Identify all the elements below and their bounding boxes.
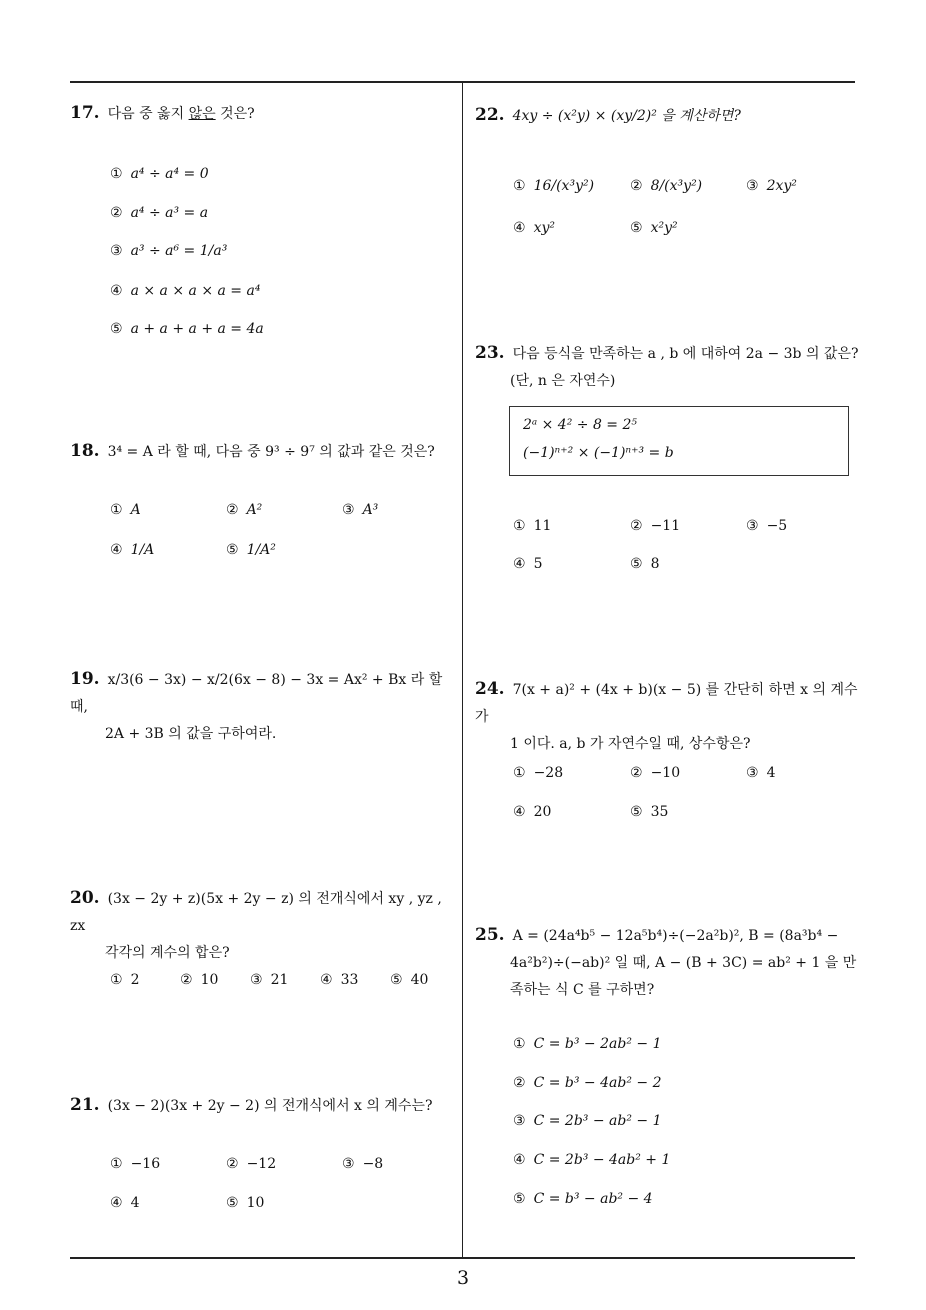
- option-mark: ③: [513, 1113, 526, 1129]
- option-text: −5: [766, 518, 788, 534]
- q23-option-3[interactable]: [746, 518, 787, 534]
- question-22: [475, 102, 741, 130]
- condition-line-1: 2ᵃ × 4² ÷ 8 = 2⁵: [523, 417, 638, 433]
- question-number: 25.: [475, 925, 505, 945]
- q20-option-5[interactable]: [390, 972, 428, 988]
- option-text: C = 2b³ − ab² − 1: [533, 1113, 662, 1129]
- q17-option-2[interactable]: [110, 205, 208, 221]
- option-mark: ④: [110, 542, 123, 558]
- q24-option-2[interactable]: [630, 765, 680, 781]
- question-stem-line: (단, n 은 자연수): [510, 373, 616, 389]
- option-mark: ①: [110, 166, 123, 182]
- option-text: C = b³ − 2ab² − 1: [533, 1036, 662, 1052]
- q18-option-3[interactable]: [342, 502, 378, 518]
- question-stem-line: 2A + 3B 의 값을 구하여라.: [105, 726, 277, 742]
- option-text: −8: [362, 1156, 384, 1172]
- option-text: 5: [533, 556, 543, 572]
- q21-option-4[interactable]: [110, 1195, 139, 1211]
- q20-option-3[interactable]: [250, 972, 288, 988]
- question-stem-line: 족하는 식 C 를 구하면?: [510, 982, 655, 998]
- question-23: [475, 340, 860, 395]
- question-21: [70, 1092, 432, 1120]
- q18-option-2[interactable]: [226, 502, 262, 518]
- question-stem: (3x − 2)(3x + 2y − 2) 의 전개식에서 x 의 계수는?: [107, 1098, 433, 1114]
- option-mark: ③: [342, 502, 355, 518]
- option-text: 2: [130, 972, 140, 988]
- q21-option-3[interactable]: [342, 1156, 383, 1172]
- option-text: −16: [130, 1156, 161, 1172]
- q23-option-1[interactable]: [513, 518, 551, 534]
- condition-line-2: (−1)ⁿ⁺² × (−1)ⁿ⁺³ = b: [523, 445, 674, 461]
- option-text: A²: [246, 502, 263, 518]
- question-number: 18.: [70, 441, 100, 461]
- option-mark: ④: [513, 220, 526, 236]
- option-text: a × a × a × a = a⁴: [130, 283, 261, 299]
- q22-option-2[interactable]: [630, 178, 702, 194]
- question-stem: [108, 106, 255, 122]
- option-mark: ①: [513, 1036, 526, 1052]
- question-24: [475, 676, 860, 758]
- q20-option-2[interactable]: [180, 972, 218, 988]
- question-17: [70, 100, 255, 128]
- option-mark: ④: [513, 1152, 526, 1168]
- option-mark: ⑤: [110, 321, 123, 337]
- option-mark: ④: [320, 972, 333, 988]
- q25-option-1[interactable]: [513, 1036, 661, 1052]
- question-number: 19.: [70, 669, 100, 689]
- option-mark: ④: [513, 556, 526, 572]
- option-mark: ②: [513, 1075, 526, 1091]
- q24-option-3[interactable]: [746, 765, 775, 781]
- option-mark: ②: [110, 205, 123, 221]
- option-text: 8: [650, 556, 660, 572]
- question-25: [475, 922, 860, 1004]
- question-stem-line: 4a²b²)÷(−ab)² 일 때, A − (B + 3C) = ab² + 1 을 만: [510, 955, 857, 971]
- option-text: A: [130, 502, 141, 518]
- question-number: 20.: [70, 888, 100, 908]
- q17-option-5[interactable]: [110, 321, 264, 337]
- option-mark: ⑤: [226, 542, 239, 558]
- option-mark: ③: [342, 1156, 355, 1172]
- option-text: 33: [340, 972, 359, 988]
- condition-box: [509, 406, 849, 476]
- q23-option-5[interactable]: [630, 556, 659, 572]
- option-mark: ③: [110, 243, 123, 259]
- question-stem-line: A = (24a⁴b⁵ − 12a⁵b⁴)÷(−2a²b)², B = (8a³b⁴ −: [512, 928, 839, 944]
- option-text: x²y²: [650, 220, 678, 236]
- question-number: 24.: [475, 679, 505, 699]
- option-mark: ②: [226, 502, 239, 518]
- question-stem: 4xy ÷ (x²y) × (xy/2)² 을 계산하면?: [512, 108, 741, 124]
- q17-option-4[interactable]: [110, 283, 260, 299]
- q25-option-2[interactable]: [513, 1075, 661, 1091]
- stem-text: 다음 중 옳지: [107, 106, 189, 122]
- option-text: 10: [246, 1195, 265, 1211]
- q18-option-1[interactable]: [110, 502, 141, 518]
- option-text: −11: [650, 518, 681, 534]
- option-text: −28: [533, 765, 564, 781]
- question-19: [70, 666, 458, 748]
- stem-underlined: 않은: [188, 106, 216, 122]
- option-mark: ④: [513, 804, 526, 820]
- option-text: xy²: [533, 220, 555, 236]
- option-text: 11: [533, 518, 552, 534]
- question-stem-line: 1 이다. a, b 가 자연수일 때, 상수항은?: [510, 736, 751, 752]
- q24-option-5[interactable]: [630, 804, 668, 820]
- option-mark: ⑤: [513, 1191, 526, 1207]
- option-text: 1/A²: [246, 542, 276, 558]
- option-text: 4: [130, 1195, 140, 1211]
- q25-option-5[interactable]: [513, 1191, 653, 1207]
- option-text: 1/A: [130, 542, 155, 558]
- option-text: C = b³ − 4ab² − 2: [533, 1075, 662, 1091]
- question-stem: 3⁴ = A 라 할 때, 다음 중 9³ ÷ 9⁷ 의 값과 같은 것은?: [107, 444, 435, 460]
- option-text: 40: [410, 972, 429, 988]
- question-number: 22.: [475, 105, 505, 125]
- option-mark: ⑤: [226, 1195, 239, 1211]
- option-mark: ②: [630, 765, 643, 781]
- q25-option-3[interactable]: [513, 1113, 661, 1129]
- option-text: 20: [533, 804, 552, 820]
- q20-option-1[interactable]: [110, 972, 139, 988]
- q21-option-5[interactable]: [226, 1195, 264, 1211]
- question-20: [70, 885, 458, 967]
- option-mark: ③: [746, 518, 759, 534]
- page-number: 3: [456, 1267, 470, 1289]
- q17-option-3[interactable]: [110, 243, 227, 259]
- question-stem-line: x/3(6 − 3x) − x/2(6x − 8) − 3x = Ax² + Bx 라 할 때,: [70, 672, 443, 715]
- q22-option-5[interactable]: [630, 220, 678, 236]
- option-mark: ①: [110, 972, 123, 988]
- option-text: a⁴ ÷ a⁴ = 0: [130, 166, 209, 182]
- q18-option-4[interactable]: [110, 542, 154, 558]
- q23-option-4[interactable]: [513, 556, 542, 572]
- question-18: [70, 438, 435, 466]
- option-text: a + a + a + a = 4a: [130, 321, 264, 337]
- q18-option-5[interactable]: [226, 542, 276, 558]
- option-mark: ④: [110, 283, 123, 299]
- q24-option-1[interactable]: [513, 765, 563, 781]
- question-number: 17.: [70, 103, 100, 123]
- question-stem-line: 다음 등식을 만족하는 a , b 에 대하여 2a − 3b 의 값은?: [512, 346, 859, 362]
- option-text: 10: [200, 972, 219, 988]
- option-mark: ⑤: [630, 220, 643, 236]
- option-mark: ②: [630, 178, 643, 194]
- option-text: 2xy²: [766, 178, 797, 194]
- column-divider: [462, 83, 463, 1257]
- option-mark: ①: [513, 765, 526, 781]
- option-mark: ①: [513, 178, 526, 194]
- question-number: 21.: [70, 1095, 100, 1115]
- option-text: A³: [362, 502, 379, 518]
- q21-option-1[interactable]: [110, 1156, 160, 1172]
- q20-option-4[interactable]: [320, 972, 358, 988]
- option-text: 21: [270, 972, 289, 988]
- q21-option-2[interactable]: [226, 1156, 276, 1172]
- option-mark: ①: [110, 1156, 123, 1172]
- bottom-rule: [70, 1257, 855, 1259]
- option-mark: ⑤: [630, 556, 643, 572]
- option-mark: ②: [630, 518, 643, 534]
- option-text: C = b³ − ab² − 4: [533, 1191, 653, 1207]
- q23-option-2[interactable]: [630, 518, 680, 534]
- option-text: 8/(x³y²): [650, 178, 703, 194]
- question-stem-line: 각각의 계수의 합은?: [105, 945, 230, 961]
- option-text: 4: [766, 765, 776, 781]
- option-mark: ①: [110, 502, 123, 518]
- option-mark: ③: [746, 765, 759, 781]
- option-text: −10: [650, 765, 681, 781]
- option-text: a³ ÷ a⁶ = 1/a³: [130, 243, 228, 259]
- q22-option-3[interactable]: [746, 178, 797, 194]
- question-stem-line: 7(x + a)² + (4x + b)(x − 5) 를 간단히 하면 x 의 계수가: [475, 682, 858, 725]
- option-text: 35: [650, 804, 669, 820]
- option-text: C = 2b³ − 4ab² + 1: [533, 1152, 671, 1168]
- question-number: 23.: [475, 343, 505, 363]
- q22-option-1[interactable]: [513, 178, 594, 194]
- option-mark: ②: [226, 1156, 239, 1172]
- q25-option-4[interactable]: [513, 1152, 670, 1168]
- question-stem-line: (3x − 2y + z)(5x + 2y − z) 의 전개식에서 xy , yz , zx: [70, 891, 442, 934]
- option-text: −12: [246, 1156, 277, 1172]
- q17-option-1[interactable]: [110, 166, 209, 182]
- option-mark: ③: [250, 972, 263, 988]
- option-mark: ①: [513, 518, 526, 534]
- option-text: 16/(x³y²): [533, 178, 595, 194]
- option-mark: ③: [746, 178, 759, 194]
- q24-option-4[interactable]: [513, 804, 551, 820]
- q22-option-4[interactable]: [513, 220, 555, 236]
- option-mark: ④: [110, 1195, 123, 1211]
- option-mark: ⑤: [630, 804, 643, 820]
- option-mark: ②: [180, 972, 193, 988]
- stem-text: 것은?: [215, 106, 255, 122]
- option-mark: ⑤: [390, 972, 403, 988]
- option-text: a⁴ ÷ a³ = a: [130, 205, 209, 221]
